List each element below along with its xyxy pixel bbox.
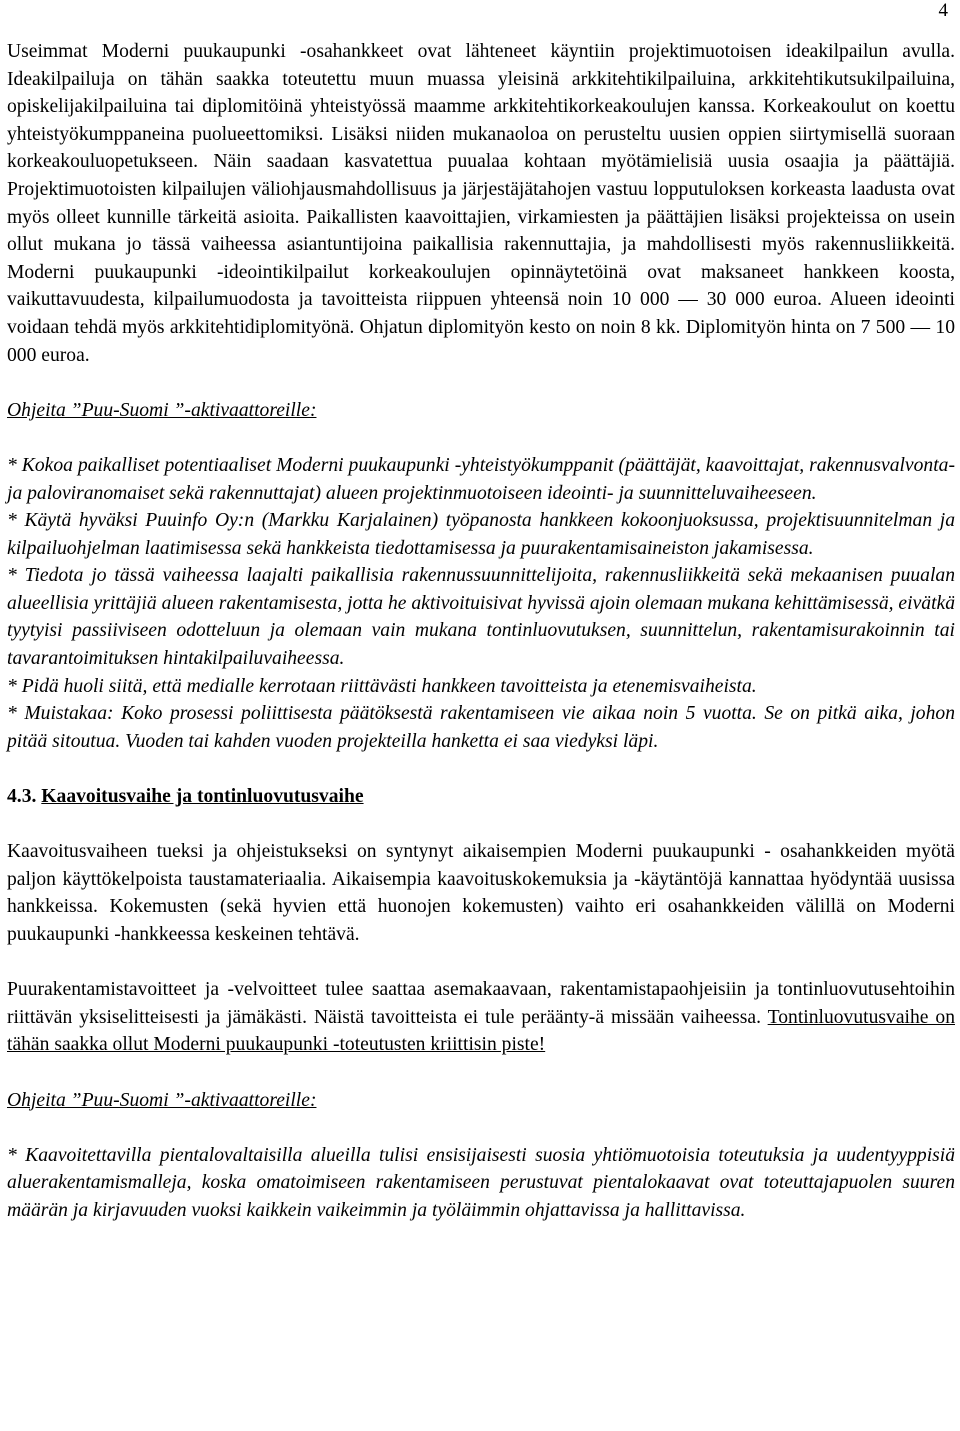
section-heading: [7, 783, 955, 811]
paragraph-3-emphasis: Tontinluovutusvaihe on tähän saakka ollut Moderni puukaupunki -toteutusten kriittisin piste!: [7, 1006, 955, 1056]
page-number: 4: [938, 0, 948, 21]
guidance-list-2: [7, 1142, 955, 1225]
guidance-list-1: [7, 452, 955, 756]
paragraph-2: Kaavoitusvaiheen tueksi ja ohjeistukseksi on syntynyt aikaisempien Moderni puukaupunki - osahankkeiden myötä paljon käyttökelpoista taustamateriaalia. Aikaisempia kaavoituskokemuksia ja -käytäntöjä kannattaa hyödyntää uusissa hankkeissa. Kokemusten (sekä hyvien että huonojen kokemusten) vaihto eri osahankkeiden välillä on Moderni puukaupunki -hankkeessa keskeinen tehtävä.: [7, 841, 955, 945]
guidance-heading-1: Ohjeita ”Puu-Suomi ”-aktivaattoreille:: [7, 399, 317, 421]
section-title: Kaavoitusvaihe ja tontinluovutusvaihe: [41, 786, 364, 808]
section-number: 4.3.: [7, 786, 37, 808]
document-body: [7, 38, 955, 1225]
intro-paragraph: Useimmat Moderni puukaupunki -osahankkeet ovat lähteneet käyntiin projektimuotoisen ideakilpailun avulla. Ideakilpailuja on tähän saakka toteutettu muun muassa yleisinä arkkitehtikilpailuina, arkkitehtikutsukilpailuina, opiskelijakilpailuina tai diplomitöinä yhteistyössä maamme arkkitehtikorkeakoulujen kanssa. Korkeakoulut on koettu yhteistyökumppaneina puolueettomiksi. Lisäksi niiden mukanaoloa on perusteltu uusien oppien siirtymisellä suoraan korkeakouluopetukseen. Näin saadaan kasvatettua puualaa kohtaan myötämielisiä uusia osaajia ja päättäjiä. Projektimuotoisten kilpailujen väliohjausmahdollisuus ja järjestäjätahojen vastuu lopputuloksen korkeasta laadusta ovat myös olleet kunnille tärkeitä asioita. Paikallisten kaavoittajien, virkamiesten ja päättäjien lisäksi projekteissa on usein ollut mukana jo tässä vaiheessa asiantuntijoina paikallisia rakennuttajia, ja mahdollisesti myös rakennusliikkeitä. Moderni puukaupunki -ideointikilpailut korkeakoulujen opinnäytetöinä ovat maksaneet hankkeen koosta, vaikuttavuudesta, kilpailumuodosta ja tavoitteista riippuen yhteensä noin 10 000 — 30 000 euroa. Alueen ideointi voidaan tehdä myös arkkitehtidiplomityönä. Ohjatun diplomityön kesto on noin 8 kk. Diplomityön hinta on 7 500 — 10 000 euroa.: [7, 41, 955, 366]
guidance-item: * Tiedota jo tässä vaiheessa laajalti paikallisia rakennussuunnittelijoita, rakennusliikkeitä sekä mekaanisen puualan alueellisia yrittäjiä alueen rakentamisesta, jotta he aktivoituisivat hyvissä ajoin olemaan mukana kehittämisessä, eivätkä tyytyisi passiiviseen odotteluun ja olemaan vain mukana tontinluovutuksen, suunnittelun, rakentamisurakoinnin tai tavarantoimituksen hintakilpailuvaiheessa.: [7, 565, 955, 670]
guidance-item: * Käytä hyväksi Puuinfo Oy:n (Markku Karjalainen) työpanosta hankkeen kokoonjuoksussa, projektisuunnitelman ja kilpailuohjelman laatimisessa sekä hankkeista tiedottamisessa ja puurakentamisaineiston jakamisessa.: [7, 510, 955, 559]
guidance-item: * Kokoa paikalliset potentiaaliset Moderni puukaupunki -yhteistyökumppanit (päättäjät, kaavoittajat, rakennusvalvonta- ja paloviranomaiset sekä rakennuttajat) alueen projektinmuotoiseen ideointi- ja suunnitteluvaiheeseen.: [7, 454, 955, 504]
paragraph-3-text: Puurakentamistavoitteet ja -velvoitteet tulee saattaa asemakaavaan, rakentamistapaohjeisiin ja tontinluovutusehtoihin riittävän yksiselitteisesti ja jämäkästi. Näistä tavoitteista ei tule peräänty-ä missään vaiheessa.: [7, 979, 955, 1028]
guidance-item: * Kaavoitettavilla pientalovaltaisilla alueilla tulisi ensisijaisesti suosia yhtiömuotoisia toteutuksia ja uudentyyppisiä aluerakentamismalleja, koska omatoimiseen rakentamiseen perustuvat pientalokaavat ovat toteuttajapuolen suuren määrän ja kirjavuuden vuoksi kaikkein vaikeimmin ja työläimmin ohjattavissa ja hallittavissa.: [7, 1144, 955, 1221]
guidance-heading-2: Ohjeita ”Puu-Suomi ”-aktivaattoreille:: [7, 1089, 317, 1111]
guidance-item: * Muistakaa: Koko prosessi poliittisesta päätöksestä rakentamiseen vie aikaa noin 5 vuotta. Se on pitkä aika, johon pitää sitoutua. Vuoden tai kahden vuoden projekteilla hanketta ei saa viedyksi läpi.: [7, 703, 955, 752]
guidance-item: * Pidä huoli siitä, että medialle kerrotaan riittävästi hankkeen tavoitteista ja etenemisvaiheista.: [7, 675, 757, 697]
paragraph-3: [7, 976, 955, 1059]
